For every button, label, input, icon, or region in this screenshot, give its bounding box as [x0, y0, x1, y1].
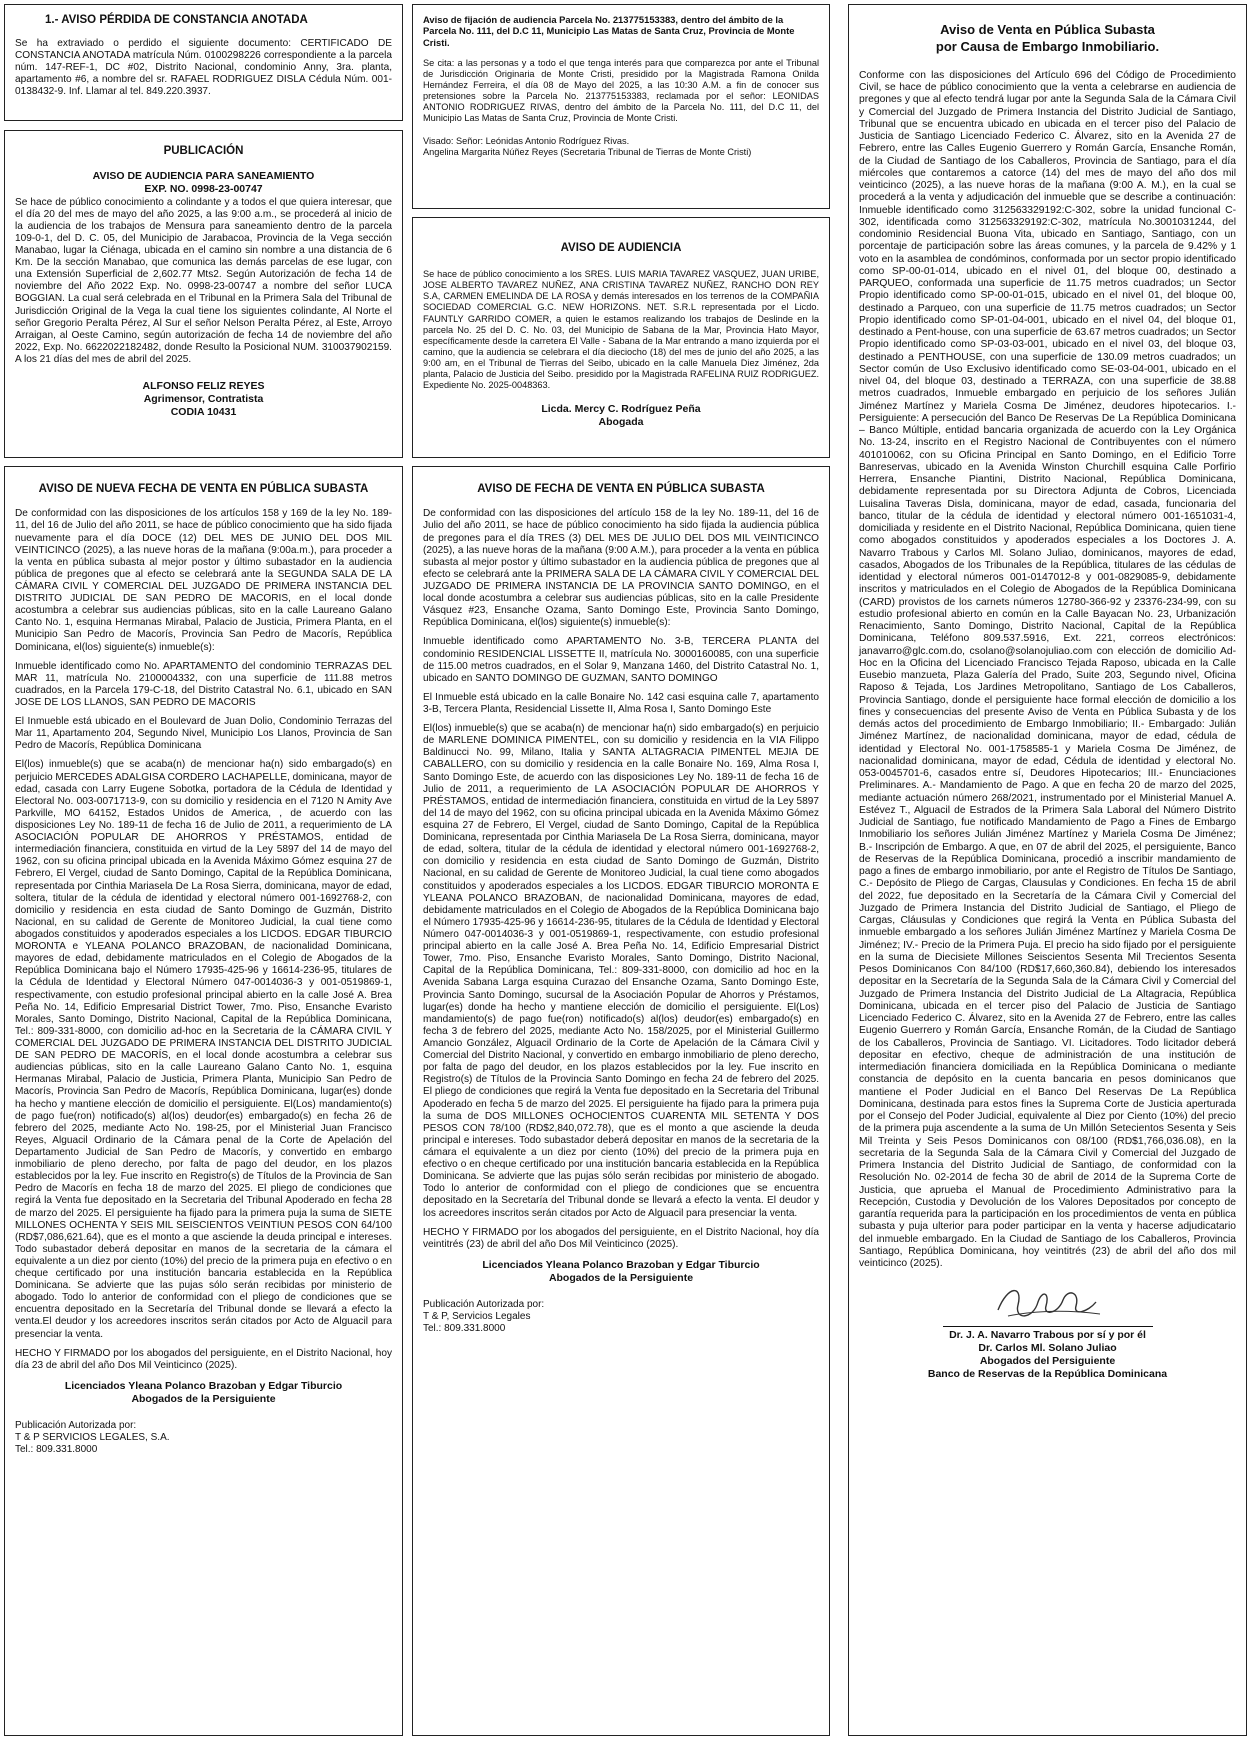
signature-role: Abogados de la Persiguiente: [548, 1271, 694, 1284]
aviso-expediente: EXP. NO. 0998-23-00747: [144, 182, 263, 195]
aviso-paragraph: De conformidad con las disposiciones del artículo 158 de la ley No. 189-11, del 16 de Julio del año 2011, se hace de público conocimiento ha sido fijada la audiencia pública de pregones para el día TRES (3) DEL MES DE JULIO DEL DOS MIL VEINTICINCO (2025), a las nueve horas de la mañana (9:00 A.M.), para proceder a la venta en pública subasta al mejor postor y último subastador en la audiencia pública de pregones que al efecto se celebrará ante la PRIMERA SALA DE LA CÁMARA CIVIL Y COMERCIAL DEL JUZGADO DE PRIMERA INSTANCIA DE LA PROVINCIA SANTO DOMINGO, en el local donde acostumbra a celebrar sus audiencias públicas, sito en la calle Presidente Vásquez #23, Ensanche Ozama, Santo Domingo Este, Provincia Santo Domingo, República Dominicana, el(los) siguiente(s) inmueble(s):: [423, 508, 819, 629]
aviso-body: Se cita: a las personas y a todo el que tenga interés para que comparezca por ante el Tribunal de Jurisdicción Originaria de Monte Cristi, presidido por la Magistrada Ramona Onilda Hernández Ferreira, el día 08 de Mayo del 2025, a las 10:30 A.M. a fin de conocer sus pretensiones sobre la Parcela No. 213775153383, reclamada por el señor: LEONIDAS ANTONIO RODRIGUEZ RIVAS, dentro del ámbito de la Parcela No. 111, del D.C 11, del Municipio Las Matas de Santa Cruz, Provincia de Monte Cristi.: [423, 57, 819, 123]
firmado-statement: HECHO Y FIRMADO por los abogados del persiguiente, en el Distrito Nacional, hoy día 23 de abril del año Dos Mil Veinticinco (2025).: [15, 1347, 392, 1371]
signature-role: Agrimensor, Contratista: [143, 393, 264, 406]
aviso-subtitle: AVISO DE AUDIENCIA PARA SANEAMIENTO: [92, 170, 315, 183]
aviso-title: AVISO DE AUDIENCIA: [560, 242, 682, 254]
inmueble-location: El Inmueble está ubicado en la calle Bonaire No. 142 casi esquina calle 7, apartamento 3-B, Tercera Planta, Residencial Lissette II, Alma Rosa I, Santo Domingo Este: [423, 691, 819, 716]
embargo-details: El(los) inmueble(s) que se acaba(n) de mencionar ha(n) sido embargado(s) en perjuicio de MARLENE DOMINICA PIMENTEL, con su domicilio y residencia en la VIA Filippo Baldinucci No. 99, Milano, Italia y SANTA ALTAGRACIA PIMENTEL MEJIA DE CABALLERO, con su domicilio y residencia en la calle Bonaire No. 169, Alma Rosa I, Santo Domingo Este, de acuerdo con las disposiciones Ley No. 189-11 de fecha 16 de Julio de 2011, a requerimiento de LA ASOCIACIÓN POPULAR DE AHORROS Y PRÉSTAMOS, entidad de intermediación financiera, constituida en virtud de la Ley 5897 del 14 de mayo del 1962, con su oficina principal ubicada en la Avenida Máximo Gómez esquina 27 de Febrero, El Vergel, ciudad de Santo Domingo, Capital de la República Dominicana, representada por Cinthia Mariasela De La Rosa Sierra, dominicana, mayor de edad, soltera, titular de la cédula de identidad y electoral número 001-1692768-2, con domicilio y residencia en esta ciudad de Santo Domingo de Guzmán, Distrito Nacional, en su calidad de Gerente de Monitoreo Judicial, la cual tiene como abogados constituidos y apoderados especiales a los LICDOS. EDGAR TIBURCIO MORONTA E YLEANA POLANCO BRAZOBAN, de nacionalidad Dominicana, mayores de edad, debidamente matriculados en el Colegio de Abogados de la República Dominicana bajo el Número 17935-425-96 y 16614-236-95, titulares de la Cédula de Identidad y Electoral Número 047-0014036-3 y 001-0519869-1, respectivamente, con estudio profesional principal abierto en la calle José A. Brea Peña No. 14, Edificio Empresarial District Tower, 7mo. Piso, Ensanche Evaristo Morales, Santo Domingo, Distrito Nacional, Capital de la República Dominicana, Tel.: 809-331-8000, con domicilio ad hoc en la Avenida Sabana Larga esquina Curazao del Ensanche Ozama, Santo Domingo Este, Provincia Santo Domingo, sucursal de la Asociación Popular de Ahorros y Préstamos, lugar(es) donde ha hecho y mantiene elección de domicilio el persiguiente. El(Los) mandamiento(s) de pago fue(ron) notificado(s) al(los) deudor(es) embargado(s) en fecha 3 de febrero del 2025, mediante Acto No. 158/2025, por el Ministerial Guillermo Amancio González, Alguacil Ordinario de la Corte de Apelación de la Cámara Civil y Comercial del Distrito Nacional, y convertido en embargo inmobiliario de pleno derecho, por falta de pago del deudor, en los plazos establecidos por la ley. Fue inscrito en Registro(s) de Títulos de la Provincia Santo Domingo en fecha 24 de febrero del 2025. El pliego de condiciones que regirá la Venta fue depositado en la Secretaria del Tribunal Apoderado en fecha 5 de marzo del 2025. El persiguiente ha fijado para la primera puja la suma de DOS MILLONES OCHOCIENTOS CUARENTA MIL SETENTA Y DOS PESOS CON 78/100 (RD$2,840,072.78), que es el monto a que asciende la deuda principal e intereses. Todo subastador deberá depositar en manos de la secretaria de la cámara el equivalente a un diez por ciento (10%) del precio de la primera puja en efectivo o en cheque certificado por una institución bancaria establecida en la República Dominicana. Se advierte que las pujas sólo serán recibidas por ministerio de abogado. Todo lo anterior de conformidad con el pliego de condiciones que se encuentra depositado en la Secretaría del Tribunal donde se llevará a efecto la venta. El deudor y los acreedores inscritos serán citados por Acto de Alguacil para presenciar la venta.: [423, 723, 819, 1219]
signature-names: Licenciados Yleana Polanco Brazoban y Edgar Tiburcio: [64, 1379, 343, 1392]
inmueble-location: El Inmueble está ubicado en el Boulevard de Juan Dolio, Condominio Terrazas del Mar 11, Apartamento 204, Segundo Nivel, Municipio Los Llanos, Provincia de San Pedro de Macorís, República Dominicana: [15, 716, 392, 752]
embargo-details: El(los) inmueble(s) que se acaba(n) de mencionar ha(n) sido embargado(s) en perjuicio MERCEDES ADALGISA CORDERO LACHAPELLE, dominicana, mayor de edad, casada con Larry Eugene Sobotka, portadora de la Cédula de Identidad y Electoral No. 003-0071713-9, con su domicilio y residencia en el 7120 N Amity Ave Parkville, MO 64152, Estados Unidos de America, , de acuerdo con las disposiciones Ley No. 189-11 de fecha 16 de Julio de 2011, a requerimiento de LA ASOCIACIÓN POPULAR DE AHORROS Y PRÉSTAMOS, entidad de intermediación financiera, constituida en virtud de la Ley 5897 del 14 de mayo del 1962, con su oficina principal ubicada en la Avenida Máximo Gómez esquina 27 de Febrero, El Vergel, ciudad de Santo Domingo, Capital de la República Dominicana, representada por Cinthia Mariasela De La Rosa Sierra, dominicana, mayor de edad, soltera, titular de la cédula de identidad y electoral número 001-1692768-2, con domicilio y residencia en esta ciudad de Santo Domingo de Guzmán, Distrito Nacional, en su calidad de Gerente de Monitoreo Judicial, la cual tiene como abogados constituidos y apoderados especiales a los LICDOS. EDGAR TIBURCIO MORONTA e YLEANA POLANCO BRAZOBAN, de nacionalidad Dominicana, mayores de edad, debidamente matriculados en el Colegio de Abogados de la República Dominicana bajo el Número 17935-425-96 y 16614-236-95, titulares de la Cédula de Identidad y Electoral Número 047-0014036-3 y 001-0519869-1, respectivamente, con estudio profesional principal abierto en la calle José A. Brea Peña No. 14, Edificio Empresarial District Tower, 7mo. Piso, Ensanche Evaristo Morales, Santo Domingo, Distrito Nacional, Capital de la República Dominicana, Tel.: 809-331-8000, con domicilio ad-hoc en la Secretaria de la CÁMARA CIVIL Y COMERCIAL DEL JUZGADO DE PRIMERA INSTANCIA DEL DISTRITO JUDICIAL DE SAN PEDRO DE MACORÍS, en el local donde acostumbra a celebrar sus audiencias públicas, sito en la calle Laureano Galano Canto No. 1, esquina Hermanas Mirabal, Palacio de Justicia, Primera Planta, Municipio San Pedro de Macorís, Provincia San Pedro de Macorís, República Dominicana, lugar(es) donde ha hecho y mantiene elección de domicilio el persiguiente. El(Los) mandamiento(s) de pago fue(ron) notificado(s) al(los) deudor(es) embargado(s) en fecha 26 de febrero del 2025, mediante Acto No. 198-25, por el Ministerial Juan Francisco Reyes, Alguacil Ordinario de la Cámara penal de la Corte de Apelación del Departamento Judicial de San Pedro de Macorís, y convertido en embargo inmobiliario de pleno derecho, por falta de pago del deudor, en los plazos establecidos por la ley. Fue inscrito en Registro(s) de Títulos de la Provincia de San Pedro de Macorís en fecha 18 de marzo del 2025. El pliego de condiciones que regirá la Venta fue depositado en la Secretaria del Tribunal Apoderado en fecha 28 de marzo del 2025. El persiguiente ha fijado para la primera puja la suma de SIETE MILLONES OCHENTA Y SEIS MIL SEISCIENTOS VEINTIUN PESOS CON 64/100 (RD$7,086,621.64), que es el monto a que asciende la deuda principal e intereses. Todo subastador deberá depositar en manos de la secretaria de la cámara el equivalente a un diez por ciento (10%) del precio de la primera puja en efectivo o en cheque certificado por una institución bancaria establecida en la República Dominicana. Se advierte que las pujas sólo serán recibidas por ministerio de abogado. Todo lo anterior de conformidad con el pliego de condiciones que se encuentra depositado en la Secretaría del Tribunal donde se llevará a efecto la venta.El deudor y los acreedores inscritos serán citados por Acto de Alguacil para presenciar la venta.: [15, 759, 392, 1340]
aviso-fecha-venta: [412, 466, 830, 1736]
signature-bank: Banco de Reservas de la República Dominicana: [927, 1367, 1168, 1380]
publication-company: T & P, Servicios Legales: [423, 1310, 531, 1322]
visado-line: Visado: Señor: Leónidas Antonio Rodríguez Rivas.: [423, 136, 630, 147]
publication-label: Publicación Autorizada por:: [15, 1419, 137, 1431]
inmueble-description: Inmueble identificado como No. APARTAMENTO del condominio TERRAZAS DEL MAR 11, matrícula No. 2100004332, con una superficie de 111.88 metros cuadrados, en la Parcela 179-C-18, del Distrito Catastral No. 6.1, ubicado en SAN JOSE DE LOS LLANOS, SAN PEDRO DE MACORIS: [15, 660, 392, 709]
aviso-body: Se hace de público conocimiento a los SRES. LUIS MARIA TAVAREZ VASQUEZ, JUAN URIBE, JOSE ALBERTO TAVAREZ NUÑEZ, ANA CRISTINA TAVAREZ NUÑEZ, RANCHO DON REY S.A, CARMEN EMELINDA DE LA ROSA y demás interesados en los terrenos de la COMPAÑIA SOCIEDAD COMERCIAL G.C. NEW HORIZONS. NET. S.R.L representada por el Licdo. FAUNTLY GARRIDO COMER, a quien le estamos realizando los trabajos de Deslinde en la parcela No. 25 del D. C. No. 03, del Municipio de Sabana de la Mar, Provincia Hato Mayor, específicamente desde la carretera El Valle - Sabana de la Mar entrando a mano izquierda por el camino, que la audiencia se celebrara el día dieciocho (18) del mes de junio del año 2025, a las 9:00 am, en el Tribunal de Tierras del Seibo, ubicado en la calle Manuela Diez Jiménez, 2da planta, Palacio de Justicia del Seibo. presidido por la Magistrada RAFELINA RUIZ RODRIGUEZ. Expediente No. 2025-0048363.: [423, 269, 819, 390]
signature-names: Licenciados Yleana Polanco Brazoban y Edgar Tiburcio: [482, 1258, 760, 1271]
handwritten-signature: [859, 1280, 1236, 1326]
signature-role: Abogados del Persiguiente: [979, 1355, 1116, 1367]
secretaria-line: Angelina Margarita Núñez Reyes (Secretaria Tribunal de Tierras de Monte Cristi): [423, 147, 752, 158]
firmado-statement: HECHO Y FIRMADO por los abogados del persiguiente, en el Distrito Nacional, hoy día veintitrés (23) de abril del año Dos Mil Veinticinco (2025).: [423, 1226, 819, 1250]
aviso-audiencia-saneamiento: [4, 130, 403, 458]
signature-line: [943, 1326, 1153, 1327]
inmueble-description: Inmueble identificado como APARTAMENTO No. 3-B, TERCERA PLANTA del condominio RESIDENCIAL LISSETTE II, matrícula No. 3000160085, con una superficie de 115.00 metros cuadrados, en el Solar 9, Manzana 1460, del Distrito Catastral No. 1, ubicado en SANTO DOMINGO DE GUZMAN, SANTO DOMINGO: [423, 636, 819, 684]
publication-company: T & P SERVICIOS LEGALES, S.A.: [15, 1431, 170, 1443]
publication-authorized: [423, 1299, 819, 1335]
aviso-body: Se ha extraviado o perdido el siguiente documento: CERTIFICADO DE CONSTANCIA ANOTADA matrícula Núm. 0100298226 correspondiente a la parcela núm. 147-REF-1, DC #02, Distrito Nacional, condominio Anny, 3ra. planta, apartamento #6, a nombre del sr. RAFAEL RODRIGUEZ DISLA Cédula Núm. 001-0138432-9. Inf. Llamar al tel. 849.220.3937.: [15, 37, 392, 98]
publication-label: Publicación Autorizada por:: [423, 1298, 545, 1310]
aviso-title: [859, 22, 1236, 56]
signature-name: Licda. Mercy C. Rodríguez Peña: [541, 402, 701, 415]
signature-codia: CODIA 10431: [170, 405, 237, 418]
signature-role: Abogada: [598, 415, 644, 428]
aviso-body: Conforme con las disposiciones del Artículo 696 del Código de Procedimiento Civil, se hace de público conocimiento que la venta a celebrarse en audiencia de pregones y que al efecto tendrá lugar por ante la Segunda Sala de la Cámara Civil y Comercial del Juzgado de Primera Instancia del Distrito Judicial de Santiago, Tribunal que se encuentra ubicado en ubicada en el tercer piso del Palacio de Justicia de Santiago Licenciado Federico C. Álvarez, sito en la Avenida 27 de Febrero, entre las Calles Eugenio Guerrero y Román García, Ensanche Román, de la Ciudad de Santiago de los Caballeros, Provincia de Santiago, para el día miércoles que contaremos a catorce (14) del mes de mayo del año dos mil veinticinco (2025), a las nueve horas de la mañana (9:00 A. M.), en la cual se procederá a la venta y adjudicación del inmueble que se describe a continuación: Inmueble identificado como 312563329192:C-302, sobre la unidad funcional C-302, identificada como 312563329192:C-302, matrícula No.3001031244, del condominio Residencial Buona Vita, ubicado en Santiago, Santiago, con un porcentaje de participación sobre las áreas comunes, y la parcela de 9.42% y 1 voto en la asamblea de condóminos, conformada por un sector propio identificado como SP-00-01-014, ubicado en el nivel 01, del bloque 00, destinado a PARQUEO, conformada una superficie de 11.75 metros cuadrados; un Sector Propio identificado como SP-00-01-015, ubicado en el nivel 01, del bloque 00, destinado a Parqueo, con una superficie de 11.75 metros cuadrados; un Sector Propio identificado como SP-01-04-001, ubicado en el nivel 04, del bloque 01, destinado a Pent-house, con una superficie de 63.67 metros cuadrados; un Sector Propio identificado como SP-03-03-001, ubicado en el nivel 03, del bloque 03, destinado a PENTHOUSE, con una superficie de 130.09 metros cuadrados; un Sector común de Uso Exclusivo identificado como SE-03-04-001, ubicado en el nivel 04, del bloque 03, destinado a TERRAZA, con una superficie de 38.88 metros cuadrados, Inmueble embargado en perjuicio de los señores Julián Jiménez Martínez y Mariela Cosma De Jiménez, deudores hipotecarios. I.- Persiguiente: A persecución del Banco De Reservas De La República Dominicana – Banco Múltiple, entidad bancaria organizada de acuerdo con la Ley Orgánica No. 13-24, inscrito en el Registro Nacional de Contribuyentes con el número 401010062, con su Oficina Principal en Santo Domingo, en el Edificio Torre Banreservas, ubicado en la Avenida Winston Churchill esquina Calle Porfirio Herrera, Ensanche Piantini, Distrito Nacional, República Dominicana, debidamente representada por su Directora Adjunta de Cobros, Licenciada Luisalina Taveras Disla, dominicana, mayor de edad, casada, funcionaria del banco, titular de la cédula de identidad y electoral número 001-1651031-4, domiciliada y residente en el Distrito Nacional, República Dominicana, quien tiene como abogados constituidos y apoderados especiales a los Doctores J. A. Navarro Trabous y Carlos Ml. Solano Juliao, dominicanos, mayores de edad, casados, Abogados de los Tribunales de la República, titulares de las cédulas de identidad y electoral números 001-0147012-8 y 001-0829085-9, debidamente inscritos y matriculados en el Colegio de Abogados de la República Dominicana (CARD) provistos de los carnets números 12780-366-92 y 23376-234-99, con su estudio profesional abierto en común en la Calle Bayacan No. 23, Urbanización Renacimiento, Santo Domingo, Distrito Nacional, Capital de la República Dominicana, Teléfono 809.537.5916, Ext. 221, correos electrónicos: janavarro@glc.com.do, csolano@solanojuliao.com con elección de domicilio Ad-Hoc en la Oficina del Licenciado Francisco Tejada Raposo, ubicada en la Calle Eusebio manzueta, Plaza Galería del Prado, Suite 203, Segundo nivel, Oficina Raposo & Tejada, Los Jardines Metropolitano, Santiago de Los Caballeros, Provincia Santiago, donde el persiguiente hace formal elección de domicilio a los fines y consecuencias del presente Aviso de Venta en Pública Subasta y de los demás actos del procedimiento de Embargo Inmobiliario; II.- Embargado: Julián Jiménez Martínez, de nacionalidad dominicana, mayor de edad, cédula de identidad y Electoral No. 001-1758585-1 y Mariela Cosma De Jiménez, de nacionalidad dominicana, mayor de edad, Cédula de identidad y electoral No. 053-0045701-6, casados entre sí, Deudores Hipotecarios; III.- Enunciaciones Preliminares. A.- Mandamiento de Pago. A que en fecha 20 de marzo del 2025, mediante actuación número 268/2021, instrumentado por el Ministerial Manuel A. Estévez T., Alguacil de Estrados de la Primera Sala Laboral del Número Distrito Judicial de Santiago, fue notificado Mandamiento de Pago a Fines de Embargo Inmobiliario los señores Julián Jiménez Martínez y Mariela Cosma De Jiménez; B.- Inscripción de Embargo. A que, en 07 de abril del 2025, el persiguiente, Banco de Reservas de la República Dominicana, procedió a inscribir mandamiento de pago a fines de embargo inmobiliario, por ante el Registro de Títulos De Santiago, C.- Depósito de Pliego de Cargas, Clausulas y Condiciones. En fecha 15 de abril del 2022, fue depositado en la Secretaría de la Cámara Civil y Comercial del Juzgado de Primera Instancia del Distrito Judicial de Santiago, el Pliego de Cargas, Cláusulas y Condiciones que regirá la Venta en Pública Subasta del inmueble embargado a los señores Julián Jiménez Martínez y Mariela Cosma De Jiménez; IV.- Precio de la Primera Puja. El precio ha sido fijado por el persiguiente en la suma de Diecisiete Millones Seiscientos Sesenta Mil Trecientos Sesenta Pesos Dominicanos Con 84/100 (RD$17,660,360.84), debiendo los interesados depositar en la Secretaría de la Segunda Sala de la Cámara Civil y Comercial del Juzgado de Primera Instancia del Distrito Judicial de La Altagracia, República Dominicana, ubicada en el tercer piso del Palacio de Justicia de Santiago Licenciado Federico C. Álvarez, sito en la Avenida 27 de Febrero, entre las calles Eugenio Guerrero y Román García, Ensanche Román, de la Ciudad de Santiago de los Caballeros, Provincia de Santiago. VI. Licitadores. Todo licitador deberá depositar en efectivo, cheque de administración de una institución de intermediación financiera domiciliada en la República Dominicana o mediante constancia de depósito en la cuenta bancaria en pesos dominicanos que mantiene el Poder Judicial en el Banco Del Reservas De La República Dominicana, destinada para estos fines la Suprema Corte de Justicia aperturada por el Consejo del Poder Judicial, equivalente al Diez por Ciento (10%) del precio de la primera puja ascendente a la suma de Un Millón Setecientos Sesenta y Seis Mil Treinta y Seis Pesos Dominicanos con 08/100 (RD$1,766,036.08), en la secretaria de la Segunda Sala de la Cámara Civil y Comercial del Juzgado de Primera Instancia del Distrito Judicial de Santiago, de conformidad con la Resolución No. 02-2014 de fecha 30 de abril de 2014 de la Suprema Corte de Justicia, que aprueba el Manual de Procedimiento Administrativo para la Recepción, Custodia y Devolución de los Valores Depositados por concepto de garantía requerida para la participación en los procedimientos de venta en pública subasta y puja ulterior para poder participar en la venta y hacerse adjudicatario del inmueble embargado. En la Ciudad de Santiago de los Caballeros, Provincia Santiago, República Dominicana, hoy veintitrés (23) de abril del año dos mil veinticinco (2025).: [859, 69, 1236, 1270]
publication-phone: Tel.: 809.331.8000: [15, 1443, 98, 1455]
signature-name-1: Dr. J. A. Navarro Trabous por sí y por él: [949, 1329, 1146, 1342]
aviso-perdida-constancia: [4, 4, 403, 121]
aviso-nueva-fecha-venta: [4, 466, 403, 1736]
aviso-paragraph: De conformidad con las disposiciones de los artículos 158 y 169 de la ley No. 189-11, del 16 de Julio del año 2011, se hace de público conocimiento que ha sido fijada nuevamente para el día DOCE (12) DEL MES DE JUNIO DEL DOS MIL VEINTICINCO (2025), a las nueve horas de la mañana (9:00a.m.), para proceder a la venta en pública subasta al mejor postor y último subastador en la audiencia pública de pregones que al efecto se celebrará ante la SEGUNDA SALA DE LA CÁMARA CIVIL Y COMERCIAL DEL JUZGADO DE PRIMERA INSTANCIA DEL DISTRITO JUDICIAL DE SAN PEDRO DE MACORIS, en el local donde acostumbra a celebrar sus audiencias públicas, sito en la calle Laureano Galano Canto No. 1, esquina Hermanas Mirabal, Palacio de Justicia, Primera Planta, en el Municipio San Pedro de Macorís, Provincia San Pedro de Macorís, República Dominicana, el(los) siguiente(s) inmueble(s):: [15, 508, 392, 653]
signature-scribble-icon: [988, 1280, 1108, 1326]
aviso-fijacion-audiencia: [412, 4, 830, 209]
aviso-de-audiencia: [412, 217, 830, 458]
aviso-title-line2: por Causa de Embargo Inmobiliario.: [935, 38, 1160, 54]
aviso-title: AVISO DE NUEVA FECHA DE VENTA EN PÚBLICA SUBASTA: [38, 483, 369, 495]
aviso-title: PUBLICACIÓN: [163, 145, 244, 157]
aviso-venta-embargo-inmobiliario: [848, 4, 1247, 1736]
signature-name: ALFONSO FELIZ REYES: [142, 380, 265, 393]
aviso-title: 1.- AVISO PÉRDIDA DE CONSTANCIA ANOTADA: [45, 14, 308, 26]
signature-role: Abogados de la Persiguiente: [131, 1393, 276, 1406]
aviso-title: Aviso de fijación de audiencia Parcela No. 213775153383, dentro del ámbito de la Parcela No. 111, del D.C 11, Municipio Las Matas de Santa Cruz, Provincia de Monte Cristi.: [423, 14, 795, 48]
publication-authorized: [15, 1420, 392, 1456]
aviso-body: Se hace de público conocimiento a colindante y a todos el que quiera interesar, que el día 20 del mes de mayo del año 2025, a las 9:00 a.m., se procederá al inicio de la audiencia de los trabajos de Mensura para saneamiento dentro de la parcela 109-0-1, del D. C. 05, del Municipio de Jarabacoa, Provincia de la Vega sección Manabao, lugar la Ciénaga, ubicada en el camino sin nombre a una distancia de 6 Km. De la sección Manabao, que comunica las demás parcelas de ese lugar, con una Extensión Superficial de 2,602.77 Mts2. Según Autorización de fecha 14 de noviembre del Año 2022 Exp. No. 0998-23-00747 a nombre del señor LUCA BOGGIAN. La cual será celebrada en el Tribunal en la Primera Sala del Tribunal de Jurisdicción Original de la Vega la cual tiene los siguientes colindante, Al Norte el señor Gregorio Peralta Pérez, Al Sur el señor Nelson Peralta Pérez, al Este, Arroyo Arraigan, al Oeste Camino, según autorización de fecha 14 de noviembre del año 2022, Exp. No. 6622022182482, donde Resulto la Posicional NUM. 310037902159. A los 21 días del mes de abril del 2025.: [15, 196, 392, 365]
publication-phone: Tel.: 809.331.8000: [423, 1322, 506, 1334]
aviso-title: AVISO DE FECHA DE VENTA EN PÚBLICA SUBASTA: [477, 483, 765, 495]
aviso-title-line1: Aviso de Venta en Pública Subasta: [940, 22, 1155, 37]
signature-name-2: Dr. Carlos Ml. Solano Juliao: [978, 1342, 1117, 1355]
